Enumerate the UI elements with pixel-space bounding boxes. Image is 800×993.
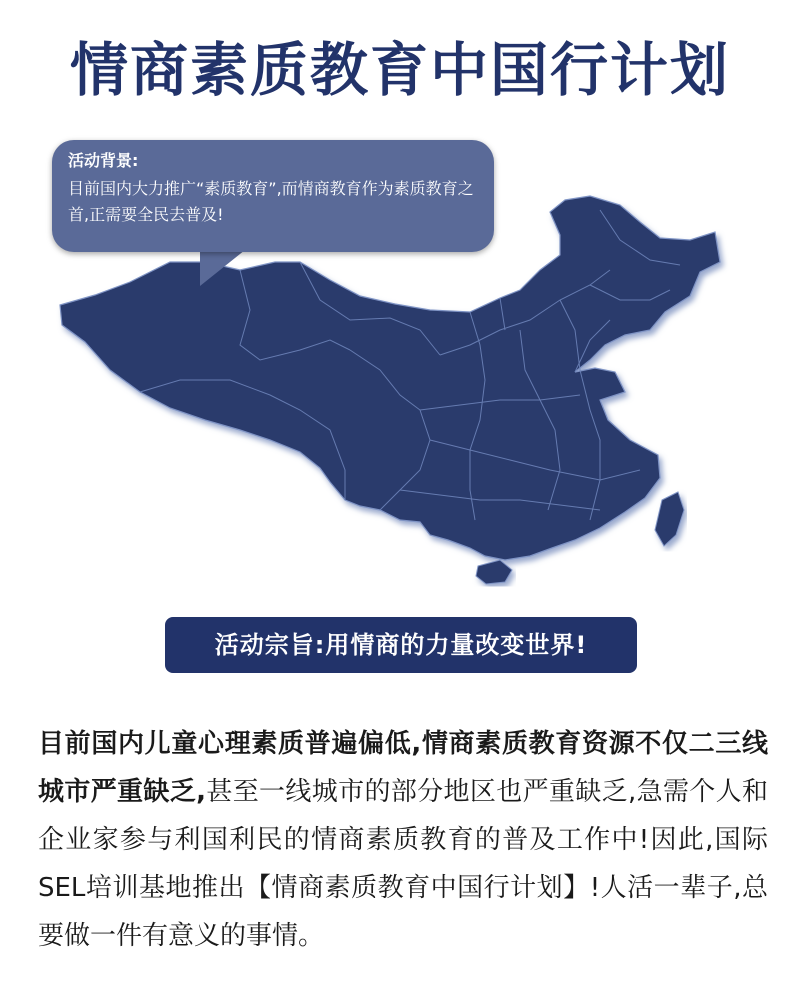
page-title: 情商素质教育中国行计划: [69, 36, 730, 104]
callout-heading: 活动背景:: [68, 151, 139, 170]
body-regular-text: 甚至一线城市的部分地区也严重缺乏,急需个人和企业家参与利国利民的情商素质教育的普及工作中!因此,国际SEL培训基地推出【情商素质教育中国行计划】!人活一辈子,总要做一件有意义的事情。: [38, 777, 768, 951]
callout-text: 目前国内大力推广“素质教育”,而情商教育作为素质教育之首,正需要全民去普及!: [68, 179, 474, 224]
bubble-tail: [200, 246, 250, 286]
background-callout: [52, 140, 494, 252]
body-bold-text: 目前国内儿童心理素质普遍偏低,情商素质教育资源不仅二三线城市严重缺乏,: [38, 729, 768, 807]
body-paragraph: [38, 720, 768, 960]
purpose-banner: 活动宗旨:用情商的力量改变世界!: [165, 617, 637, 673]
